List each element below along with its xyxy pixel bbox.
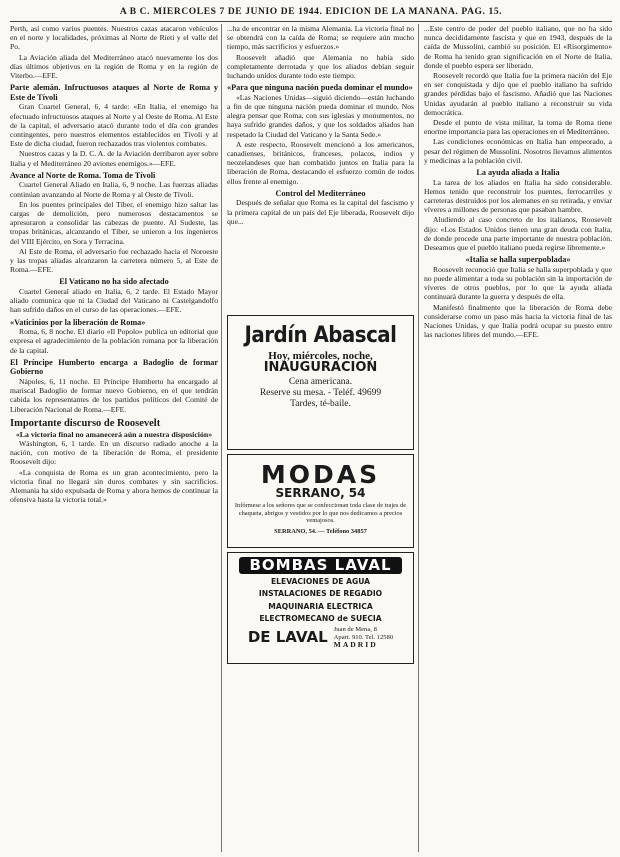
- advertisements: [227, 315, 414, 668]
- article-headline: Parte alemán. Infructuosos ataques al Norte de Roma y Este de Tívoli: [10, 83, 218, 102]
- article-paragraph: La Aviación aliada del Mediterráneo atacó nuevamente los dos días últimos objetivos en la región de Roma y en la región de Viterbo.—EFE.: [10, 52, 218, 81]
- ad-footer: [228, 626, 413, 650]
- article-paragraph: Nuestros cazas y la D. C. A. de la Aviación derribaron ayer sobre Italia y el Mediterráneo 20 aviones enemigos.»—EFE.: [10, 149, 218, 168]
- article-paragraph: Perth, así como varios puentes. Nuestros cazas atacaron vehículos en el norte y localidades, próximas al Norte de Rieti y el valle del Po.: [10, 24, 218, 52]
- ad-footer: SERRANO, 54. — Teléfono 34857: [274, 528, 367, 536]
- article-headline: Control del Mediterráneo: [275, 188, 366, 198]
- ad-address-line: Juan de Mena, 8: [333, 626, 377, 634]
- article-paragraph: Manifestó finalmente que la liberación de Roma debe considerarse como un paso más hacia la victoria final de las Naciones Unidas, y que Italia podrá ocupar su puesto entre las naciones libres del mundo.—EFE.: [424, 302, 612, 340]
- column-left: [10, 24, 218, 852]
- article-paragraph: Nápoles, 6, 11 noche. El Príncipe Humberto ha encargado al mariscal Badoglio de formar nuevo Gobierno, en el que tendrán cabida los representantes de los partidos políticos del Comité de Liberación Nacional de Roma.—EFE.: [10, 377, 218, 414]
- ad-line: Reserve su mesa. - Teléf. 49699: [259, 387, 382, 398]
- article-headline: Avance al Norte de Roma. Toma de Tívoli: [10, 170, 156, 180]
- article-paragraph: Al Este de Roma, el adversario fue rechazado hacia el Noroeste y las tropas aliadas alcanzaron la carretera número 5, al Este de Roma.—EFE.: [10, 246, 218, 275]
- ad-address: SERRANO, 54: [275, 486, 366, 500]
- article-headline: «Para que ninguna nación pueda dominar el mundo»: [227, 83, 413, 93]
- column-rule: [418, 24, 419, 852]
- article-paragraph: ...ha de encontrar en la misma Alemania. La victoria final no se obtendrá con la caída de Roma; se requiere aún mucho tiempo, más sacrificios y esfuerzos.»: [227, 24, 414, 52]
- article-paragraph: Cuartel General Aliado en Italia, 6, 9 noche. Las fuerzas aliadas continúan avanzando al Norte de Roma y al Oeste de Tívoli.: [10, 180, 218, 199]
- column-rule: [221, 24, 222, 852]
- ad-banner: BOMBAS LAVAL: [239, 557, 401, 574]
- article-paragraph: Desde el punto de vista militar, la toma de Roma tiene enorme importancia para las operaciones en el Mediterráneo.: [424, 118, 612, 137]
- article-paragraph: «La conquista de Roma es un gran acontecimiento, pero la victoria final no llegará sin duros combates y sin sacrificios. Alemania ha sido expulsada de Roma y ahora hemos de continuar la ofensiva hasta la victoria total.»: [10, 467, 218, 505]
- article-paragraph: «Las Naciones Unidas—siguió diciendo—están luchando a fin de que ninguna nación pueda dominar el mundo. Nos alegra pensar que Roma, con sus iglesias y monumentos, no haya sufrido grandes daños, y que los soldados aliados han respetado la Ciudad del Vaticano y la Santa Sede.»: [227, 92, 414, 139]
- article-paragraph: Las condiciones económicas en Italia han empeorado, a pesar del régimen de Mussolini. Nosotros llevamos alimentos y medicinas a la población civil.: [424, 137, 612, 165]
- article-paragraph: En los puentes principales del Tíber, el enemigo hizo saltar las cargas de demolición, pero numerosos destacamentos se apresuraron a consolidar las cabezas de puente. Al Sudeste, las tropas británicas, alcanzando el Tíber, se unieron a los ingenieros del VIII Ejército, en Sora y Terracina.: [10, 199, 218, 246]
- ad-firm: DE LAVAL: [247, 628, 328, 647]
- ad-line: ELEVACIONES DE AGUA: [270, 577, 370, 587]
- column-right: [424, 24, 612, 852]
- ad-address-line: Apart. 910. Tel. 12580: [333, 633, 394, 641]
- article-paragraph: La tarea de los aliados en Italia ha sido considerable. Hemos tenido que reconstruir los puentes, ferrocarriles y carreteras destruidos por los alemanes en su retirada, y enviar víveres a millones de personas que pasaban hambre.: [424, 177, 612, 215]
- ad-city: MADRID: [333, 640, 378, 650]
- article-headline: Importante discurso de Roosevelt: [10, 417, 161, 429]
- column-middle: [227, 24, 414, 852]
- running-head: A B C. MIERCOLES 7 DE JUNIO DE 1944. EDICION DE LA MAÑANA. PAG. 15.: [10, 7, 612, 22]
- ad-line: Cena americana.: [288, 377, 353, 388]
- article-subheadline: «La victoria final no amanecerá aún a nuestra disposición»: [15, 429, 213, 439]
- article-paragraph: Roma, 6, 8 noche. El diario «Il Popolo» publica un editorial que expresa el agradecimiento de la población romana por la liberación de la capital.: [10, 327, 218, 355]
- ad-bombas-laval: [227, 552, 414, 664]
- ad-address: [334, 626, 394, 650]
- article-headline: «Italia se halla superpoblada»: [465, 255, 571, 265]
- ad-brand: Jardín Abascal: [244, 323, 397, 348]
- ad-modas: [227, 454, 414, 548]
- article-paragraph: Roosevelt reconoció que Italia se halla superpoblada y que no puede alimentar a toda su población sin la importación de víveres de otros pueblos, por lo que la ayuda aliada continuará durante la guerra y después de ella.: [424, 264, 612, 302]
- ad-line: MAQUINARIA ELECTRICA: [268, 601, 373, 611]
- article-headline: El Vaticano no ha sido afectado: [59, 277, 169, 287]
- article-headline: El Príncipe Humberto encarga a Badoglio de formar Gobierno: [10, 357, 218, 377]
- article-headline: «Vaticinios por la liberación de Roma»: [10, 317, 146, 327]
- ad-line: Hoy, miércoles, noche,: [268, 350, 373, 362]
- ad-line: INAUGURACION: [263, 360, 378, 376]
- article-paragraph: Gran Cuartel General, 6, 4 tarde: «En Italia, el enemigo ha efectuado infructuosos ataques al Norte y al Oeste de Roma. Al Este de la capital, el adversario atacó durante todo el día con grandes contingentes, pero nuestros elementos establecidos en Tívoli y al Este de dicha ciudad, fueron rechazados tras violentos combates.: [10, 102, 218, 149]
- ad-line: INSTALACIONES DE REGADIO: [258, 589, 383, 599]
- article-paragraph: ...Este centro de poder del pueblo italiano, que no ha sido nunca decididamente fascista y que en 1943, después de la caída de Mussolini, cambió su posición. El «Risorgimento» de Roma ha tenido gran significación en el Norte de Italia, donde el pueblo espera ser liberado.: [424, 24, 612, 70]
- article-paragraph: Después de señalar que Roma es la capital del fascismo y la primera capital de un país del Eje liberada, Roosevelt dijo que...: [227, 198, 414, 226]
- ad-line: Tardes, té-baile.: [290, 398, 351, 409]
- article-paragraph: Wáshington, 6, 1 tarde. En un discurso radiado anoche a la nación, con motivo de la liberación de Roma, el presidente Roosevelt dijo:: [10, 439, 218, 467]
- ad-brand: MODAS: [260, 460, 381, 489]
- ad-jardin-abascal: [227, 315, 414, 450]
- ad-text: Infórmese a los señores que se confeccionan toda clase de trajes de chaqueta, abrigos y vestidos por lo que nos dedicamos a precios ventajosos.: [234, 502, 407, 525]
- article-paragraph: A este respecto, Roosevelt mencionó a los americanos, canadienses, británicos, franceses, polacos, indios y neozelandeses que han combatido juntos en Italia para la liberación de Roma, destacando el esfuerzo común de todos ellos frente al enemigo.: [227, 139, 414, 186]
- article-headline: La ayuda aliada a Italia: [476, 168, 560, 178]
- article-paragraph: Roosevelt añadió que Alemania no había sido completamente derrotada y que los aliados debían seguir luchando unidos durante todo este tiempo.: [227, 52, 414, 81]
- article-paragraph: Cuartel General aliado en Italia, 6, 2 tarde. El Estado Mayor aliado comunica que ni la Ciudad del Vaticano ni Castelgandolfo han sufrido daños en el curso de las operaciones.—EFE.: [10, 287, 218, 315]
- ad-line: ELECTROMECANO de SUECIA: [259, 613, 382, 623]
- columns: [10, 24, 612, 852]
- article-paragraph: Roosevelt recordó que Italia fue la primera nación del Eje en ser conquistada y dijo que el pueblo italiano ha sufrido grandes pérdidas bajo el fascismo. Añadió que las Naciones Unidas ayudarán al pueblo italiano a reconstruir su vida democrática.: [424, 71, 612, 117]
- article-paragraph: Aludiendo al caso concreto de los italianos, Roosevelt dijo: «Los Estados Unidos tienen una gran deuda con Italia, de donde procede una parte importante de nuestra población. Deseamos que el pueblo italiano pueda regirse libremente.»: [424, 215, 612, 253]
